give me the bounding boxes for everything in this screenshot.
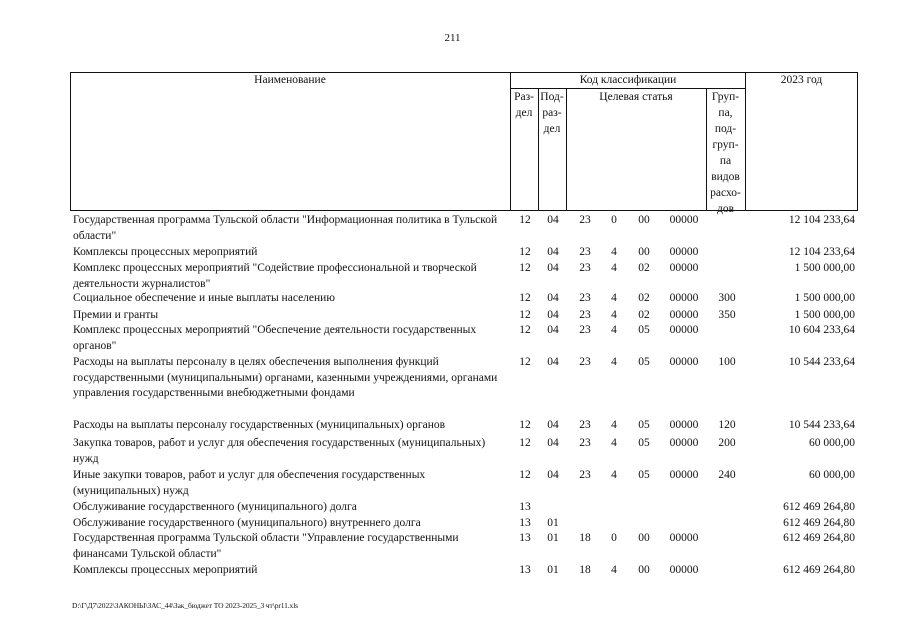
row-amount: 1 500 000,00 [794,292,855,304]
row-target-program: 23 [579,356,591,368]
row-name: Премии и гранты [73,309,159,321]
row-podrazdel: 04 [547,214,559,226]
row-podrazdel: 04 [547,292,559,304]
header-group-line: Груп- [711,91,740,103]
row-target-code: 00000 [669,246,699,258]
row-target-type: 4 [611,564,617,576]
row-amount: 1 500 000,00 [794,262,855,274]
row-group: 300 [718,292,736,304]
row-razdel: 12 [519,246,531,258]
row-target-sub: 05 [638,324,650,336]
header-razdel-line: Раз- [514,91,534,103]
row-target-sub: 05 [638,356,650,368]
row-podrazdel: 01 [547,564,559,576]
row-target-program: 23 [579,437,591,449]
row-razdel: 12 [519,419,531,431]
header-podrazdel-line: раз- [542,107,562,119]
row-target-program: 23 [579,214,591,226]
row-group: 200 [718,437,736,449]
row-razdel: 12 [519,469,531,481]
row-name: Государственная программа Тульской области "Информационная политика в Тульской области" [73,214,498,242]
row-target-type: 4 [611,262,617,274]
row-amount: 612 469 264,80 [783,517,855,529]
row-target-type: 0 [611,532,617,544]
row-group: 240 [718,469,736,481]
row-name: Комплекс процессных мероприятий "Обеспечение деятельности государственных органов" [73,324,477,352]
row-target-program: 23 [579,292,591,304]
row-target-code: 00000 [669,324,699,336]
row-amount: 612 469 264,80 [783,564,855,576]
row-target-code: 00000 [669,309,699,321]
header-group-line: расхо- [710,187,741,199]
row-podrazdel: 04 [547,469,559,481]
row-podrazdel: 04 [547,437,559,449]
header-code: Код классификации [579,74,677,86]
header-group-line: под- [714,123,737,135]
row-amount: 10 544 233,64 [788,419,855,431]
row-name: Комплекс процессных мероприятий "Содействие профессиональной и творческой деятельности журналистов" [73,262,477,290]
row-target-program: 18 [579,564,591,576]
row-target-sub: 02 [638,262,650,274]
row-name: Социальное обеспечение и иные выплаты населению [73,292,335,304]
row-group: 350 [718,309,736,321]
row-razdel: 12 [519,437,531,449]
header-podrazdel-line: Под- [540,91,564,103]
row-name: Обслуживание государственного (муниципального) внутреннего долга [73,517,421,529]
row-target-sub: 02 [638,309,650,321]
row-target-sub: 05 [638,437,650,449]
row-target-type: 4 [611,419,617,431]
header-group-line: па, [718,107,733,119]
border-left [70,72,71,211]
row-target-code: 00000 [669,356,699,368]
row-target-sub: 00 [638,532,650,544]
row-podrazdel: 04 [547,246,559,258]
row-target-type: 4 [611,246,617,258]
row-target-code: 00000 [669,419,699,431]
header-year: 2023 год [780,74,823,86]
row-razdel: 13 [519,501,531,513]
row-target-code: 00000 [669,469,699,481]
row-razdel: 13 [519,532,531,544]
header-group-line: па [719,155,732,167]
file-path-footer: D:\Г\Д7\2022\ЗАКОНЫ\ЗАС_44\Зак_бюджет ТО 2023-2025_3 чт\pr11.xls [72,601,298,610]
row-name: Расходы на выплаты персоналу государственных (муниципальных) органов [73,419,446,431]
row-podrazdel: 01 [547,517,559,529]
row-target-program: 23 [579,324,591,336]
row-razdel: 13 [519,564,531,576]
row-amount: 10 604 233,64 [788,324,855,336]
row-amount: 60 000,00 [809,437,855,449]
row-name: Государственная программа Тульской области "Управление государственными финансами Тульской области" [73,532,459,560]
row-amount: 12 104 233,64 [788,214,855,226]
row-target-type: 4 [611,292,617,304]
header-podrazdel [538,89,566,137]
row-amount: 60 000,00 [809,469,855,481]
row-amount: 612 469 264,80 [783,532,855,544]
row-name: Закупка товаров, работ и услуг для обеспечения государственных (муниципальных) нужд [73,437,486,465]
row-target-program: 23 [579,262,591,274]
row-group: 100 [718,356,736,368]
row-target-type: 4 [611,469,617,481]
row-name: Обслуживание государственного (муниципального) долга [73,501,357,513]
row-target-type: 4 [611,356,617,368]
row-target-code: 00000 [669,564,699,576]
row-target-sub: 00 [638,564,650,576]
row-target-program: 23 [579,246,591,258]
row-razdel: 12 [519,292,531,304]
row-podrazdel: 01 [547,532,559,544]
header-podrazdel-line: дел [543,123,561,135]
row-name: Комплексы процессных мероприятий [73,564,258,576]
row-target-type: 4 [611,309,617,321]
row-target-type: 4 [611,437,617,449]
header-group-line: дов [716,203,735,215]
header-name: Наименование [254,74,326,86]
row-target-sub: 00 [638,246,650,258]
row-target-program: 23 [579,309,591,321]
row-target-sub: 05 [638,469,650,481]
row-target-sub: 00 [638,214,650,226]
row-target-code: 00000 [669,532,699,544]
row-target-program: 23 [579,469,591,481]
row-target-code: 00000 [669,292,699,304]
border-right [857,72,858,211]
row-podrazdel: 04 [547,324,559,336]
row-group: 120 [718,419,736,431]
row-name: Иные закупки товаров, работ и услуг для обеспечения государственных (муниципальных) нужд [73,469,426,497]
border-podrazdel-col [566,88,567,211]
header-group [706,89,745,217]
row-podrazdel: 04 [547,262,559,274]
border-group-col [745,72,746,211]
header-group-line: видов [711,171,740,183]
row-target-code: 00000 [669,262,699,274]
row-target-program: 18 [579,532,591,544]
row-podrazdel: 04 [547,309,559,321]
row-amount: 1 500 000,00 [794,309,855,321]
row-razdel: 12 [519,356,531,368]
row-target-code: 00000 [669,437,699,449]
page-number: 211 [444,32,461,44]
row-target-sub: 02 [638,292,650,304]
header-target: Целевая статья [599,91,673,103]
row-name: Комплексы процессных мероприятий [73,246,258,258]
row-amount: 612 469 264,80 [783,501,855,513]
header-razdel [510,89,538,121]
row-razdel: 12 [519,214,531,226]
row-target-sub: 05 [638,419,650,431]
row-target-type: 4 [611,324,617,336]
row-amount: 10 544 233,64 [788,356,855,368]
row-amount: 12 104 233,64 [788,246,855,258]
row-podrazdel: 04 [547,419,559,431]
row-name: Расходы на выплаты персоналу в целях обеспечения выполнения функций государственными (муниципальными) органами, казенными учреждениями, органами управления государственными внебюджетными фондами [73,356,498,399]
row-target-type: 0 [611,214,617,226]
row-razdel: 12 [519,324,531,336]
row-razdel: 13 [519,517,531,529]
row-target-program: 23 [579,419,591,431]
row-target-code: 00000 [669,214,699,226]
table-header [70,72,858,215]
row-razdel: 12 [519,309,531,321]
row-podrazdel: 04 [547,356,559,368]
header-razdel-line: дел [515,107,533,119]
header-group-line: груп- [712,139,739,151]
row-razdel: 12 [519,262,531,274]
